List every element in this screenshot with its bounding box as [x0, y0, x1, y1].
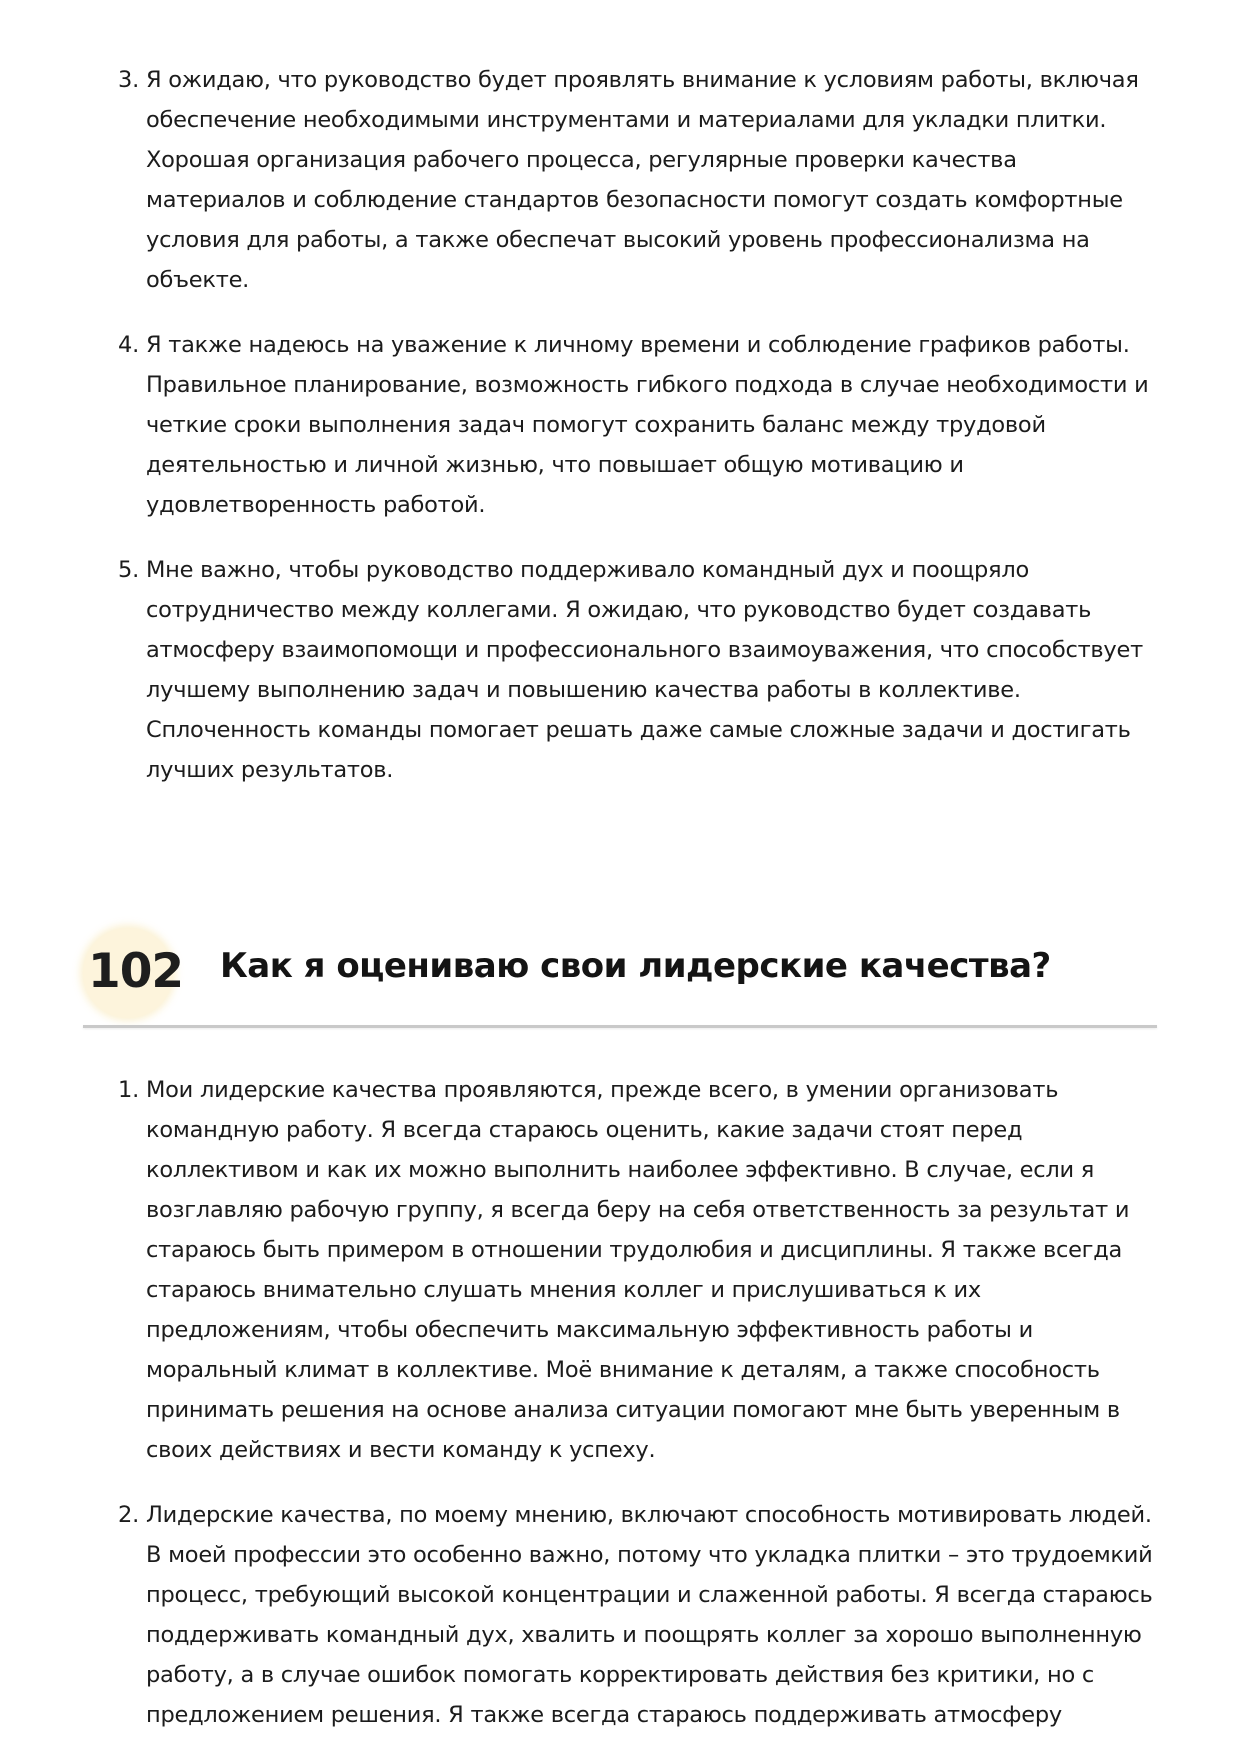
- section-title: Как я оцениваю свои лидерские качества?: [220, 946, 1051, 986]
- section-header: [83, 918, 1157, 1032]
- list-item-text: Лидерские качества, по моему мнению, включают способность мотивировать людей. В моей профессии это особенно важно, потому что укладка плитки – это трудоемкий процесс, требующий высокой концентрации и слаженной работы. Я всегда стараюсь поддерживать командный дух, хвалить и поощрять коллег за хорошо выполненную работу, а в случае ошибок помогать корректировать действия без критики, но с предложением решения. Я также всегда стараюсь поддерживать атмосферу: [146, 1502, 1153, 1728]
- section-number-badge: [83, 928, 184, 1018]
- section-divider: [83, 1025, 1157, 1028]
- list-item-text: Мне важно, чтобы руководство поддерживало командный дух и поощряло сотрудничество между коллегами. Я ожидаю, что руководство будет создавать атмосферу взаимопомощи и профессионального взаимоуважения, что способствует лучшему выполнению задач и повышению качества работы в коллективе. Сплоченность команды помогает решать даже самые сложные задачи и достигать лучших результатов.: [146, 557, 1143, 783]
- leadership-answers-list: [118, 1070, 1158, 1760]
- list-item: [118, 60, 1158, 300]
- list-item-text: Я ожидаю, что руководство будет проявлять внимание к условиям работы, включая обеспечение необходимыми инструментами и материалами для укладки плитки. Хорошая организация рабочего процесса, регулярные проверки качества материалов и соблюдение стандартов безопасности помогут создать комфортные условия для работы, а также обеспечат высокий уровень профессионализма на объекте.: [146, 67, 1139, 293]
- list-item: [118, 1070, 1158, 1470]
- section-number: 102: [88, 944, 184, 999]
- list-item: [118, 550, 1158, 790]
- list-item: [118, 325, 1158, 525]
- list-item: [118, 1495, 1158, 1735]
- list-item-number: 1.: [118, 1077, 139, 1103]
- list-item-number: 3.: [118, 67, 139, 93]
- list-item-text: Я также надеюсь на уважение к личному времени и соблюдение графиков работы. Правильное планирование, возможность гибкого подхода в случае необходимости и четкие сроки выполнения задач помогут сохранить баланс между трудовой деятельностью и личной жизнью, что повышает общую мотивацию и удовлетворенность работой.: [146, 332, 1149, 518]
- expectations-list: [118, 60, 1158, 815]
- list-item-number: 4.: [118, 332, 139, 358]
- list-item-number: 5.: [118, 557, 139, 583]
- list-item-text: Мои лидерские качества проявляются, прежде всего, в умении организовать командную работу. Я всегда стараюсь оценить, какие задачи стоят перед коллективом и как их можно выполнить наиболее эффективно. В случае, если я возглавляю рабочую группу, я всегда беру на себя ответственность за результат и стараюсь быть примером в отношении трудолюбия и дисциплины. Я также всегда стараюсь внимательно слушать мнения коллег и прислушиваться к их предложениям, чтобы обеспечить максимальную эффективность работы и моральный климат в коллективе. Моё внимание к деталям, а также способность принимать решения на основе анализа ситуации помогают мне быть уверенным в своих действиях и вести команду к успеху.: [146, 1077, 1130, 1463]
- list-item-number: 2.: [118, 1502, 139, 1528]
